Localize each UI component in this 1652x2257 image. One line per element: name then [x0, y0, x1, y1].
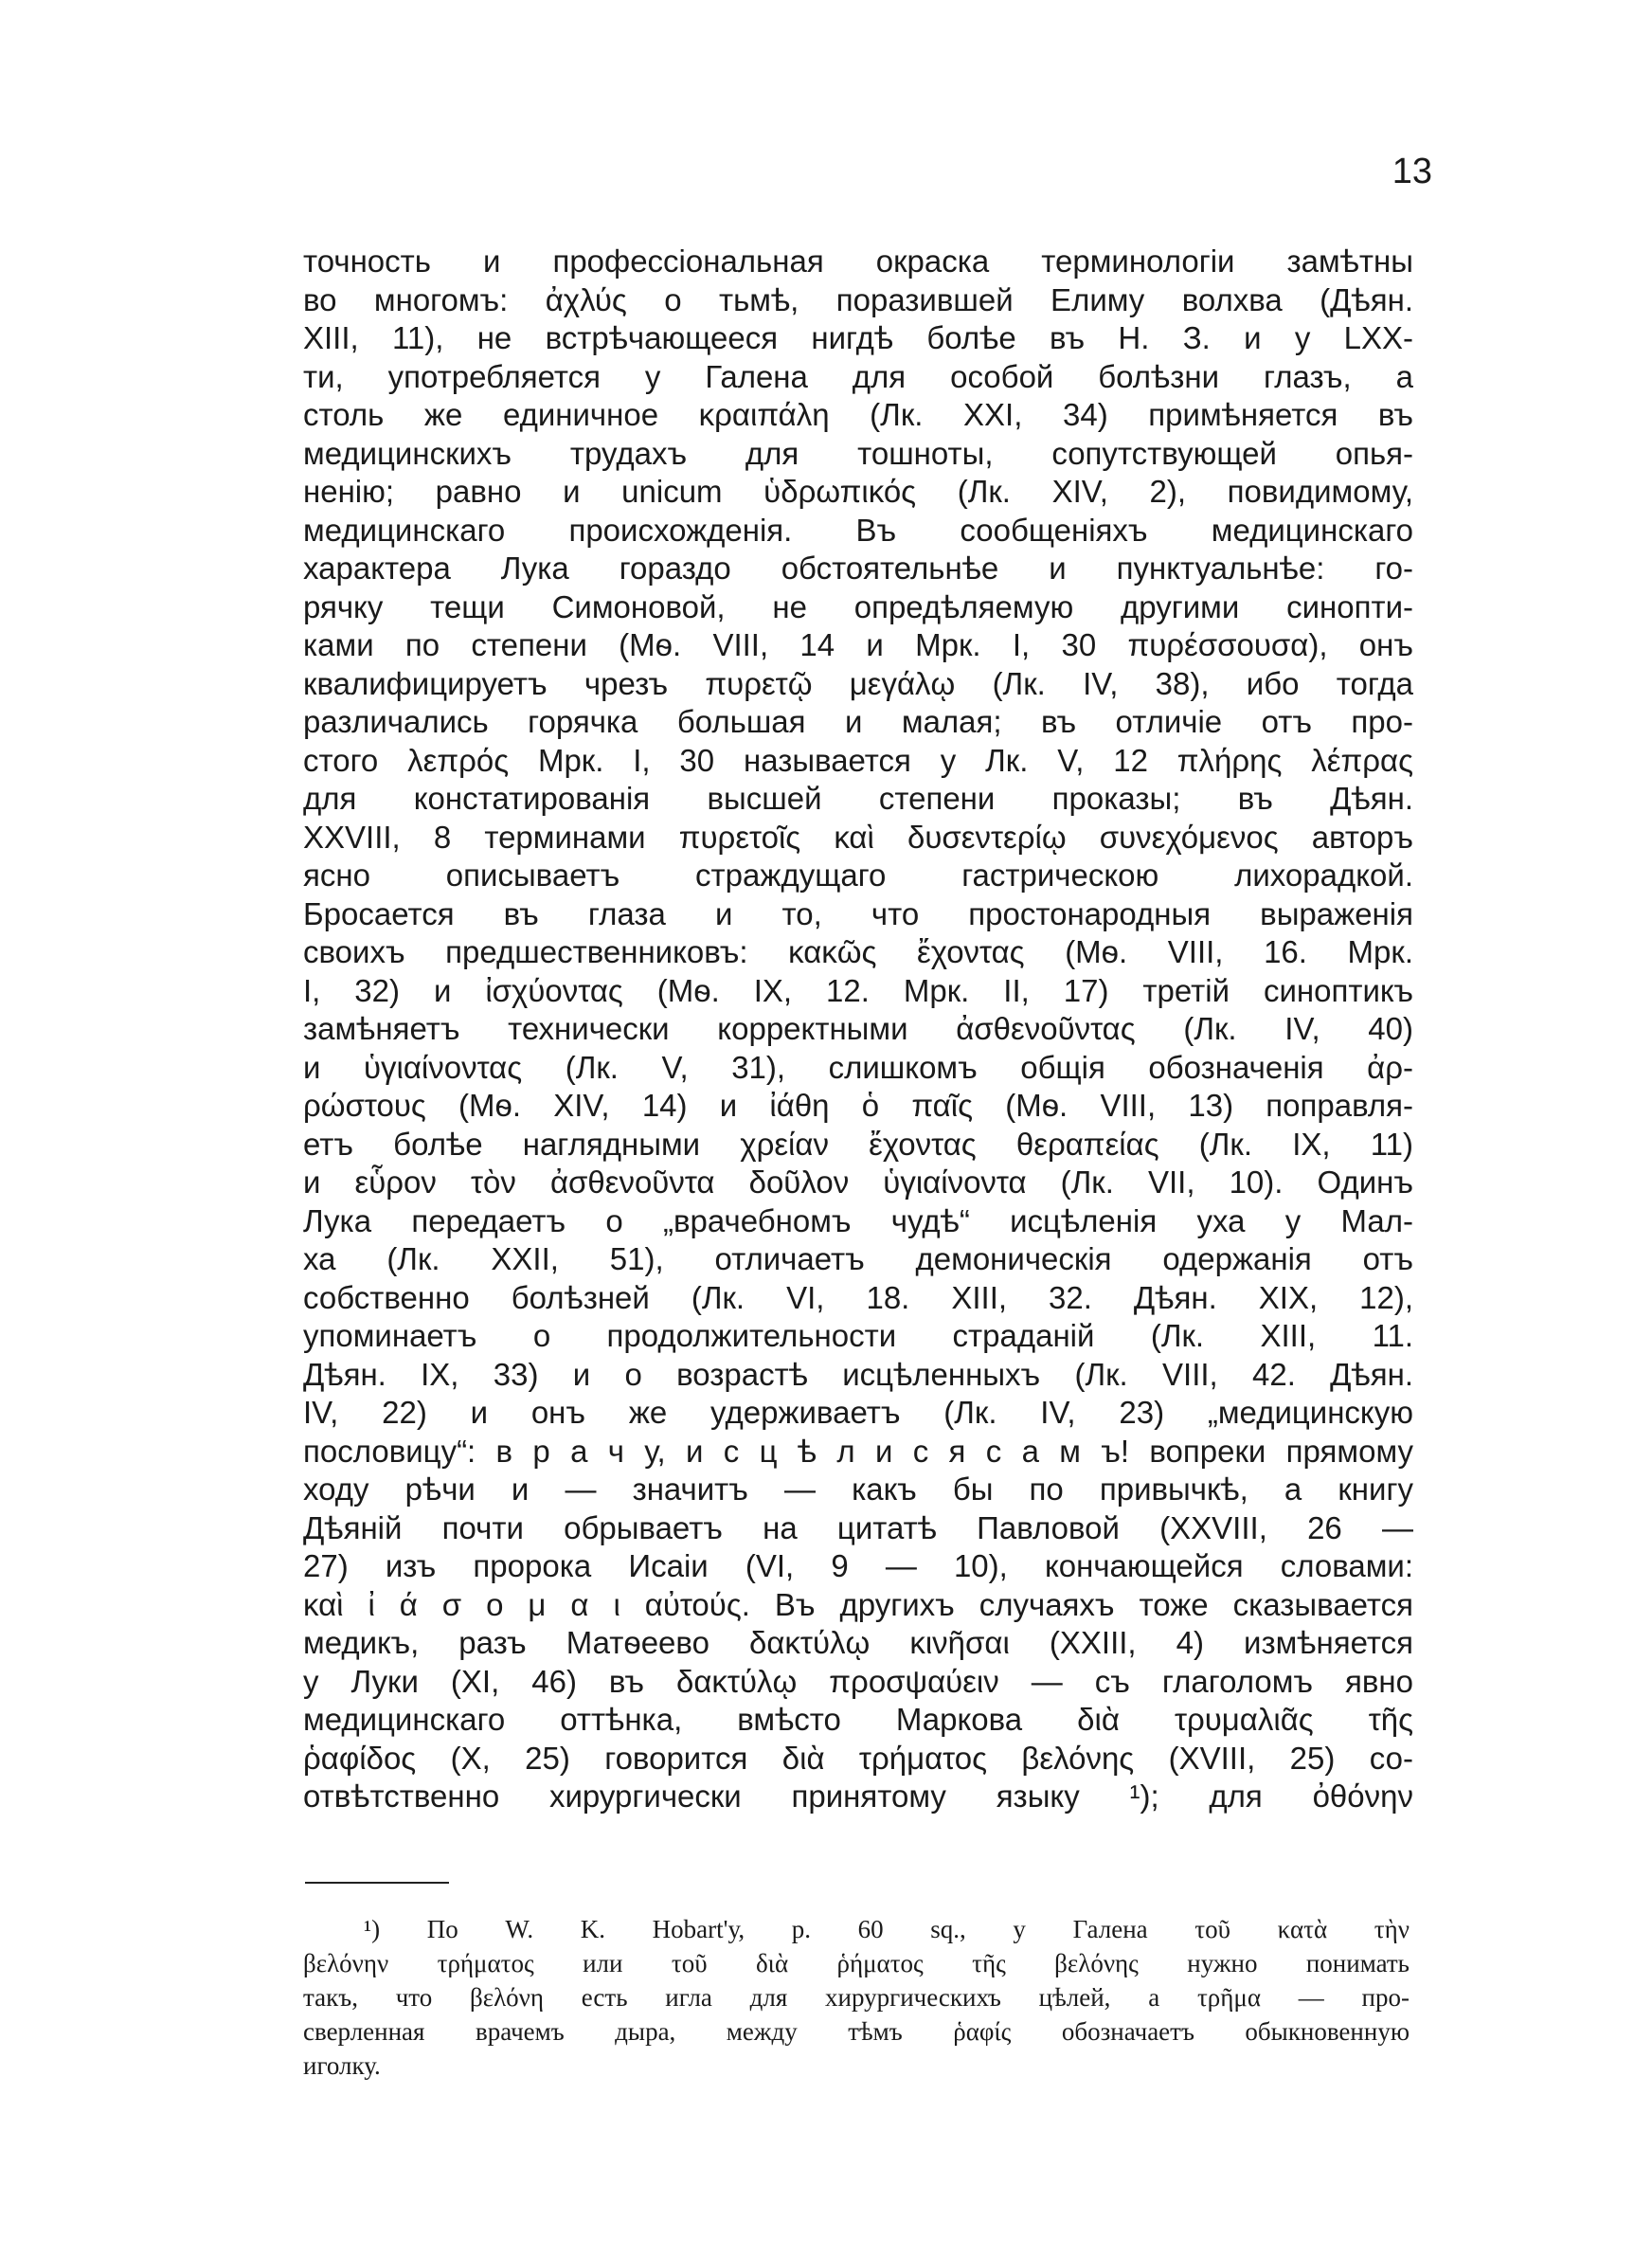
text-line: различались горячка большая и малая; въ отличiе отъ про- [303, 704, 1413, 739]
text-line: и ὑγιαίνοντας (Лк. V, 31), слишкомъ общiя обозначенiя ἀρ- [303, 1049, 1413, 1085]
text-line: I, 32) и ἰσχύοντας (Мѳ. IX, 12. Мрк. II, 17) третiй синоптикъ [303, 972, 1413, 1008]
text-line: Дѣян. IX, 33) и о возрастѣ исцѣленныхъ (Лк. VIII, 42. Дѣян. [303, 1356, 1413, 1392]
text-line: ρώστους (Мѳ. XIV, 14) и ἰάθη ὁ παῖς (Мѳ. VIII, 13) поправля- [303, 1088, 1413, 1123]
text-line: собственно болѣзней (Лк. VI, 18. XIII, 32. Дѣян. XIX, 12), [303, 1279, 1413, 1315]
text-line: и εὗρον τὸν ἀσθενοῦντα δοῦλον ὑγιαίνοντα (Лк. VII, 10). Одинъ [303, 1165, 1413, 1200]
footnote-line: βελόνην τρήματος или τοῦ διὰ ῥήματος τῆς βελόνης нужно понимать [303, 1949, 1410, 1977]
body-text [303, 243, 1413, 1816]
text-line: ненiю; равно и unicum ὑδρωπικός (Лк. XIV, 2), повидимому, [303, 474, 1413, 509]
text-line: ха (Лк. XXII, 51), отличаетъ демоническiя одержанiя отъ [303, 1241, 1413, 1276]
text-line: ῥαφίδος (X, 25) говорится διὰ τρήματος βελόνης (XVIII, 25) со- [303, 1740, 1413, 1776]
text-line: у Луки (XI, 46) въ δακτύλῳ προσψαύειν — съ глаголомъ явно [303, 1663, 1413, 1699]
text-line: рячку тещи Симоновой, не опредѣляемую другими синопти- [303, 588, 1413, 624]
text-line: для констатированiя высшей степени проказы; въ Дѣян. [303, 781, 1413, 816]
text-line: Лука передаетъ о „врачебномъ чудѣ“ исцѣленiя уха у Мал- [303, 1202, 1413, 1238]
footnote [303, 1912, 1410, 2083]
text-line: IV, 22) и онъ же удерживаетъ (Лк. IV, 23) „медицинскую [303, 1395, 1413, 1430]
text-line: своихъ предшественниковъ: κακῶς ἔχοντας (Мѳ. VIII, 16. Мрк. [303, 934, 1413, 969]
text-line: καὶ ἰ ά σ ο μ α ι αὐτούς. Въ другихъ случаяхъ тоже сказывается [303, 1586, 1413, 1622]
text-line: XXVIII, 8 терминами πυρετοῖς καὶ δυσεντερίῳ συνεχόμενος авторъ [303, 819, 1413, 855]
text-line: медицинскаго происхожденiя. Въ сообщенiяхъ медицинскаго [303, 512, 1413, 548]
text-line: Бросается въ глаза и то, что простонародныя выраженiя [303, 895, 1413, 931]
text-line: замѣняетъ технически корректными ἀσθενοῦντας (Лк. IV, 40) [303, 1011, 1413, 1046]
text-line: упоминаетъ о продолжительности страданiй (Лк. XIII, 11. [303, 1318, 1413, 1353]
footnote-line: сверленная врачемъ дыра, между тѣмъ ῥαφίς обозначаетъ обыкновенную [303, 2017, 1410, 2046]
text-line: пословицу“: в р а ч у, и с ц ѣ л и с я с а м ъ! вопреки прямому [303, 1433, 1413, 1469]
text-line: квалифицируетъ чрезъ πυρετῷ μεγάλῳ (Лк. IV, 38), ибо тогда [303, 665, 1413, 701]
text-line: столь же единичное κραιπάλη (Лк. XXI, 34) примѣняется въ [303, 397, 1413, 432]
text-line: медикъ, разъ Матѳеево δακτύλῳ κινῆσαι (XXIII, 4) измѣняется [303, 1625, 1413, 1660]
text-line: отвѣтственно хирургически принятому языку ¹); для ὀθόνην [303, 1779, 1413, 1814]
text-line: 27) изъ пророка Исаiи (VI, 9 — 10), кончающейся словами: [303, 1548, 1413, 1583]
text-line: характера Лука гораздо обстоятельнѣе и пунктуальнѣе: го- [303, 551, 1413, 586]
text-line: Дѣянiй почти обрываетъ на цитатѣ Павловой (XXVIII, 26 — [303, 1509, 1413, 1545]
footnote-line: такъ, что βελόνη есть игла для хирургическихъ цѣлей, а τρῆμα — про- [303, 1983, 1410, 2012]
text-line: ками по степени (Мѳ. VIII, 14 и Мрк. I, 30 πυρέσσουσα), онъ [303, 627, 1413, 662]
footnote-line: ¹) По W. K. Hobart'у, p. 60 sq., у Галена τοῦ κατὰ τὴν [364, 1915, 1410, 1943]
text-line: во многомъ: ἀχλύς о тьмѣ, поразившей Елиму волхва (Дѣян. [303, 281, 1413, 317]
text-line: стого λεπρός Мрк. I, 30 называется у Лк. V, 12 πλήρης λέπρας [303, 742, 1413, 778]
text-line: ти, употребляется у Галена для особой болѣзни глазъ, а [303, 358, 1413, 394]
text-line: етъ болѣе наглядными χρείαν ἔχοντας θεραπείας (Лк. IX, 11) [303, 1126, 1413, 1162]
footnote-divider [305, 1882, 449, 1884]
text-line: медицинскаго оттѣнка, вмѣсто Маркова διὰ τρυμαλιᾶς τῆς [303, 1702, 1413, 1737]
text-line: XIII, 11), не встрѣчающееся нигдѣ болѣе въ Н. З. и у LXX- [303, 320, 1413, 355]
text-line: ходу рѣчи и — значитъ — какъ бы по привычкѣ, а книгу [303, 1472, 1413, 1507]
footnote-line: иголку. [303, 2051, 381, 2080]
text-line: медицинскихъ трудахъ для тошноты, сопутствующей опья- [303, 435, 1413, 471]
page-number: 13 [1392, 152, 1432, 191]
text-line: точность и профессiональная окраска терминологiи замѣтны [303, 244, 1413, 279]
text-line: ясно описываетъ страждущаго гастрическою лихорадкой. [303, 858, 1413, 893]
